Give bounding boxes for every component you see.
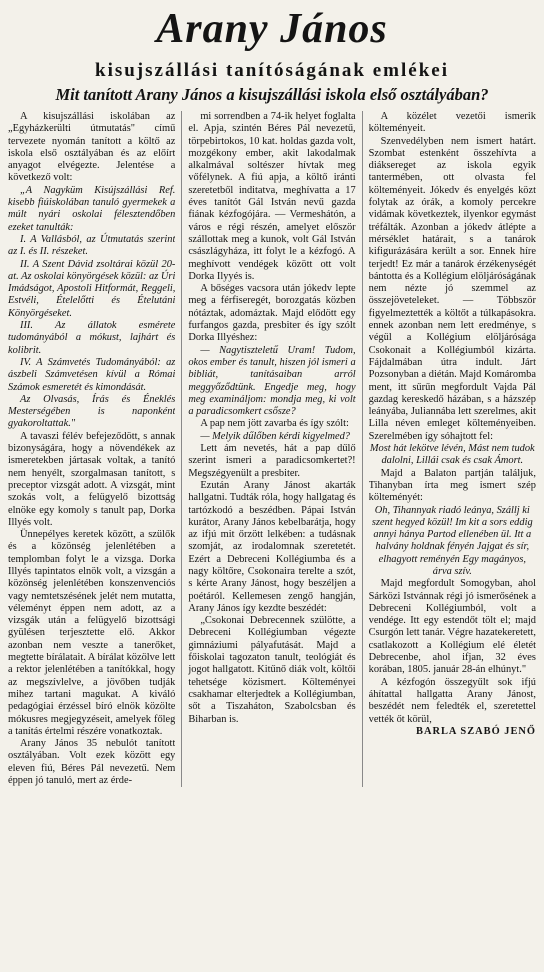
paragraph: A pap nem jött zavarba és így szólt: (200, 418, 349, 430)
paragraph: Most hát lekötve lévén, Mást nem tudok dalolni, Lillái csak és csak Ámort. (369, 443, 535, 467)
paragraph: Az Olvasás, Írás és Éneklés Mesterségében is naponként gyakoroltattak." (8, 393, 176, 430)
column-2 (188, 111, 355, 787)
paragraph: „Csokonai Debrecennek szülötte, a Debreceni Kollégiumban végezte gimnáziumi pályafutását. Majd a főiskolai tagozaton tanult, teológiát és jogot hallgatott. Kitűnő diák volt, költői tehetsége közismert. Költeményei csakhamar elterjedtek a Kollégiumban, sőt a Tiszaháton, Szabolcsban és Biharban is. (188, 615, 356, 725)
author-byline: BARLA SZABÓ JENŐ (416, 725, 536, 737)
column-3 (369, 111, 536, 787)
article-question: Mit tanított Arany János a kisujszállási iskola első osztályában? (55, 85, 489, 104)
paragraph: A tavaszi félév befejeződött, s annak bizonyságára, hogy a növendékek az ismeretekben jártasak voltak, a tanító nem henyélt, szorgalmasan tanított, s preceptor vizsgát adott. A vizsgát, mint szokás volt, a felügyelő bizottság elnöke egy komoly s tanult pap, Dorka Illyés volt. (8, 430, 176, 528)
column-divider (362, 111, 363, 787)
paragraph: Szenvedélyben nem ismert határt. Szombat estenként összehívta a diáksereget az iskola egyik tantermében, ott olvasta fel költeményeit. Jókedv és enyelgés közt folytak az órák, a komoly percekre vidámak következtek, ilyenkor egymást tréfálták. Azonban a jókedv átlépte a mérséklet határait, s a tanárok kifigurázására került a sor. Ennek híre terjedt! Ez már a tanárok érzékenységét bántotta és a Kollégium elöljáróságának nem nézte jó szemmel az összejöveteleket. — Többször figyelmeztették a költőt a túlkapásokra. ennek azonban nem lett eredménye, s végül a Kollégium elöljárósága Csokonait a Kollégiumból kizárta. Fájdalmában útra indult. Járt Pozsonyban a diétán. Majd Komáromba ment, itt sűrűn megfordult Vajda Pál gazdag kereskedő házában, s a házszép leányába, Juliannába lett szerelmes, akit Lilla néven emleget költeményeiben. Szerelmében így sóhajtott fel: (368, 135, 536, 442)
paragraph: Ünnepélyes keretek között, a szülők és a közönség jelenlétében a templomban folyt le a vizsga. Dorka Illyés tapintatos elnök volt, a vizsgán a közönség jelenlétében konszenvenciós vagy nemtetszésének jelét nem mutatta, véleményt éppen nem adott, az a vizsgák után a felügyelő bizottsági gyülésen terjesztette elő. Akkor azonban nem veszte a tanerőket, megtette bírálatait. A bírálat közölve lett a rektor jelenlétében a tanítókkal, hogy az megszívlelve, a jövőben tudják mihez tartani magukat. A kiváló pedagógiai érzéssel bíró elnök közölte mókusres megjegyzéseit, amelyek főleg a tanítás értelmi részére vonatkoztak. (8, 529, 176, 737)
article-subtitle: kisujszállási tanítóságának emlékei (95, 60, 449, 81)
paragraph: — Nagytiszteletű Uram! Tudom, okos ember és tanult, hiszen jól ismeri a bibliát, tanításaiban arról meggyőződtünk. Engedje meg, hogy meg examináljom: mondja meg, ki volt a paradicsomkert csősze? (188, 344, 356, 418)
column-1 (8, 111, 175, 787)
paragraph: A közélet vezetői ismerik költeményeit. (368, 111, 536, 135)
paragraph: Majd a Balaton partján találjuk, Tihanyban írta meg ismert szép költeményét: (368, 467, 536, 504)
paragraph: III. Az állatok esmérete tudományából a mókust, lajhárt és kolibrit. (8, 320, 176, 356)
paragraph: A kézfogón összegyűlt sok ifjú áhítattal hallgatta Arany Jánost, beszédét nem feledték el, szeretettel vették őt körül, (368, 676, 536, 725)
paragraph: mi sorrendben a 74-ik helyet foglalta el. Apja, szintén Béres Pál nevezetű, törpebirtokos, 10 kat. holdas gazda volt, mozgékony ember, akit lakodalmak alkalmával soltészer hívtak meg vőfélynek. A fiú apja, a költő iránti szeretetből inditatva, meghívatta a 17 éves tanítót Gál István nevű gazda fiának kézfogójára. — Vermeshátón, a város e régi részén, amelyet először szállottak meg a kunok, volt Gál István császlágyháza, itt folyt le a kézfogó. A meghívott vendégek között ott volt Dorka Ilyyés is. (188, 111, 356, 282)
paragraph: I. A Vallásból, az Útmutatás szerint az I. és II. részeket. (8, 233, 176, 258)
paragraph: Arany János 35 nebulót tanított osztályában. Volt ezek között egy eleven fiú, Béres Pál nevezetű. Nem éppen jó tanuló, mert az érde- (8, 738, 176, 787)
article-title: Arany János (156, 6, 388, 52)
paragraph: IV. A Számvetés Tudományából: az ászbeli Számvetésen kívül a Római Számok esmeretét és kimondását. (8, 356, 176, 393)
column-divider (181, 111, 182, 787)
article-columns (8, 111, 536, 787)
paragraph: „A Nagyküm Kisújszállási Ref. kisebb fiúiskolában tanuló gyermekek a múlt nyári oskolai félesztendőben ezeket tanulták: (8, 184, 176, 233)
paragraph: Ezután Arany Jánost akarták hallgatni. Tudták róla, hogy hallgatag és tartózkodó a beszédben. Pápai István kurátor, Arany János kebelbarátja, hogy az ifjú mit őrzött lelkében: a tudásnak szomját, az irodalomnak szeretetét. Ezért a Debreceni Kollégiumba és a nagy költőre, Csokonaira terelte a szót, s kérte Arany Jánost, hogy beszéljen a poétáról. Kellemesen zengő hangján, Arany János így kezdte beszédét: (188, 479, 356, 614)
paragraph: A kisujszállási iskolában az „Egyházkerülti útmutatás" című tervezete nyomán tanított a költő az iskola első osztályában és az előírt anyagot elvégezte. Jelentése a következő volt: (8, 111, 176, 184)
paragraph: — Melyik dűlőben kérdi kigyelmed? (200, 430, 350, 442)
paragraph: Oh, Tihannyak riadó leánya, Szállj ki szent hegyed közül! Im kit a sors eddig annyi hánya Partod ellenében ül. Itt a halvány holdnak fényén Jajgat és sír, elhagyott reményén Egy magányos, árva szív. (371, 504, 533, 577)
paragraph: Lett ám nevetés, hát a pap dűlő szerint ismeri a paradicsomkertet?! Megszégyenült a presbiter. (188, 443, 356, 479)
paragraph: Majd megfordult Somogyban, ahol Sárközi Istvánnak régi jó ismerősének a Debreceni Kollégiumból, volt a vendége. Itt egy estendőt tölt el; majd Csurgón lett tanár. Végre hazatekeretett, csatlakozott a Kollégium elé életét Debrecenbe, ahol ifjan, 32 éves korában, 1805. január 28-án elhúnyt." (368, 578, 536, 676)
paragraph: II. A Szent Dávid zsoltárai közül 20-at. Az oskolai könyörgések közül: az Úri Imádságot, Apostoli Hitformát, Reggeli, Estvéli, Ételelőtti és Ételutáni Könyörgéseket. (8, 258, 176, 319)
paragraph: A bőséges vacsora után jókedv lepte meg a férfiseregét, borozgatás közben nótáztak, adomáztak. Majd elődött egy furfangos gazda, presbiter és így szólt Dorka Illyéshez: (188, 283, 356, 344)
